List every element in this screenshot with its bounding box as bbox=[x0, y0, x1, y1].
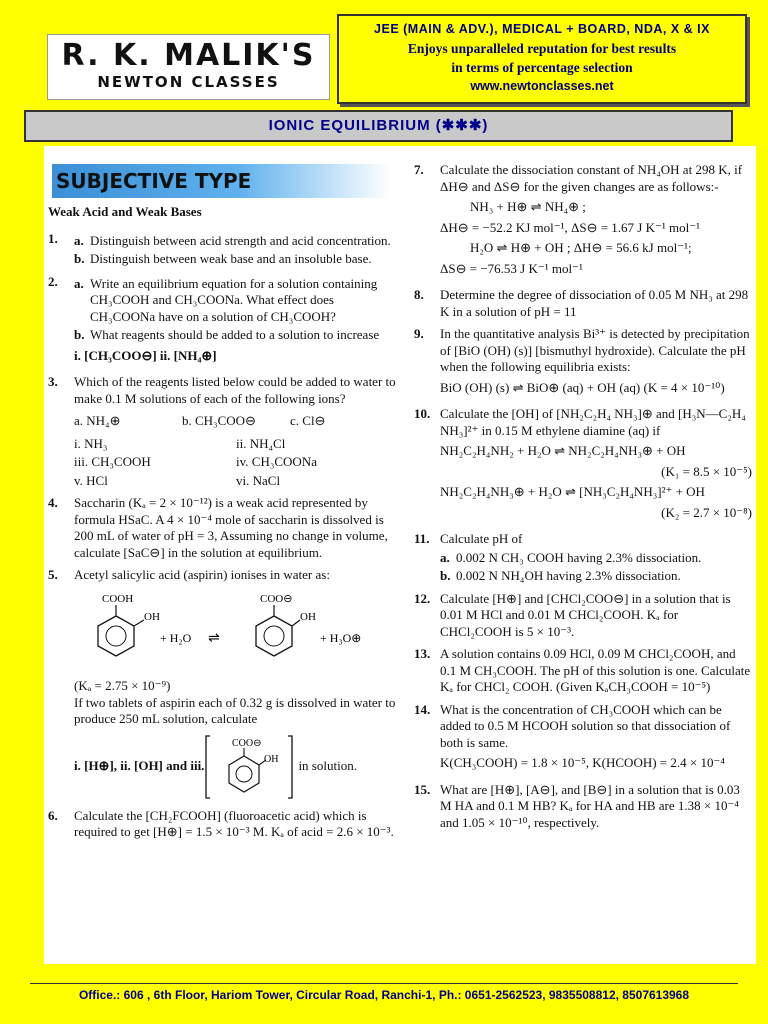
reagent-option: vi. NaCl bbox=[236, 472, 281, 488]
question-1 bbox=[48, 231, 398, 268]
question-number: 7. bbox=[414, 162, 424, 177]
info-line-1: JEE (MAIN & ADV.), MEDICAL + BOARD, NDA, X & IX bbox=[374, 22, 710, 36]
question-number: 12. bbox=[414, 590, 431, 606]
question-number: 13. bbox=[414, 646, 431, 661]
part-label: b. bbox=[440, 568, 451, 583]
question-text: What are [H⊕], [A⊖], and [B⊖] in a solution that is 0.03 M HA and 0.1 M HB? Kₐ for HA and HB are 1.38 × 10⁻⁴ and 1.05 × 10⁻¹⁰, respectively. bbox=[440, 781, 740, 830]
footer-divider bbox=[30, 983, 738, 984]
equilibrium-constant: (K₂ = 2.7 × 10⁻⁸) bbox=[661, 504, 752, 520]
part-text: Distinguish between weak base and an insoluble base. bbox=[90, 251, 372, 266]
subsection-title: Weak Acid and Weak Bases bbox=[48, 204, 202, 219]
question-15 bbox=[414, 782, 752, 832]
water-label: + H₂O bbox=[160, 630, 192, 645]
part-text: Write an equilibrium equation for a solution containing CH₃COOH and CH₃COONa. What effect does CH₃COONa have on a solution of CH₃COOH? bbox=[90, 275, 378, 324]
hydronium-label: + H₃O⊕ bbox=[320, 630, 362, 645]
question-number: 5. bbox=[48, 567, 58, 582]
question-7 bbox=[414, 162, 752, 281]
part-text: 0.002 N CH₃ COOH having 2.3% dissociation. bbox=[456, 549, 702, 565]
question-8 bbox=[414, 287, 752, 320]
question-14 bbox=[414, 702, 752, 776]
equation: K(CH₃COOH) = 1.8 × 10⁻⁵, K(HCOOH) = 2.4 × 10⁻⁴ bbox=[440, 755, 725, 770]
question-number: 14. bbox=[414, 701, 431, 717]
part-text: What reagents should be added to a solution to increase bbox=[90, 327, 380, 342]
benzene-ring-icon bbox=[98, 616, 134, 656]
reagent-options: i. [CH₃COO⊖] ii. [NH₄⊕] bbox=[74, 347, 217, 363]
ion-option: c. Cl⊖ bbox=[290, 413, 326, 428]
question-6 bbox=[48, 808, 398, 841]
reagent-option: iii. CH₃COOH bbox=[74, 454, 151, 469]
question-text: Acetyl salicylic acid (aspirin) ionises in water as: bbox=[74, 567, 330, 582]
benzene-ring-icon bbox=[229, 756, 259, 792]
topic-title: IONIC EQUILIBRIUM (✱✱✱) bbox=[24, 110, 733, 142]
question-number: 15. bbox=[414, 781, 431, 797]
question-text: Determine the degree of dissociation of 0.05 M NH₃ at 298 K in a solution of pH = 11 bbox=[440, 287, 749, 319]
logo-main-text: R. K. MALIK'S bbox=[61, 38, 316, 73]
equation: ΔS⊖ = −76.53 J K⁻¹ mol⁻¹ bbox=[440, 260, 583, 276]
question-text: Calculate the dissociation constant of NH₄OH at 298 K, if ΔH⊖ and ΔS⊖ for the given changes are as follows:- bbox=[440, 162, 743, 194]
left-column bbox=[48, 204, 398, 847]
question-text: Saccharin (Kₐ = 2 × 10⁻¹²) is a weak acid represented by formula HSaC. A 4 × 10⁻⁴ mole of saccharin is dissolved is 200 mL of water of pH = 3, Assuming no change in volume, calculate [SaC⊖] in the solution at equilibrium. bbox=[74, 495, 388, 560]
aspirin-ionisation-diagram bbox=[84, 590, 384, 670]
content-page bbox=[44, 146, 756, 964]
reagent-option: i. NH₃ bbox=[74, 435, 108, 451]
calc-end-text: in solution. bbox=[298, 758, 357, 774]
question-13 bbox=[414, 646, 752, 696]
question-text: If two tablets of aspirin each of 0.32 g is dissolved in water to produce 250 mL solution, calculate bbox=[74, 694, 396, 726]
logo bbox=[47, 34, 330, 100]
question-9 bbox=[414, 326, 752, 400]
part-text: Distinguish between acid strength and acid concentration. bbox=[90, 232, 391, 248]
part-label: a. bbox=[74, 275, 84, 291]
section-title: SUBJECTIVE TYPE bbox=[52, 164, 390, 198]
equation: NH₂C₂H₄NH₃⊕ + H₂O ⇌ [NH₃C₂H₄NH₃]²⁺ + OH bbox=[440, 484, 705, 499]
part-label: b. bbox=[74, 327, 85, 342]
part-label: a. bbox=[74, 232, 84, 248]
part-text: 0.002 N NH₄OH having 2.3% dissociation. bbox=[456, 568, 681, 583]
question-11 bbox=[414, 531, 752, 585]
ion-option: b. CH₃COO⊖ bbox=[182, 413, 256, 428]
question-2 bbox=[48, 274, 398, 369]
right-column bbox=[414, 162, 752, 837]
coo-label: COO⊖ bbox=[260, 592, 293, 605]
website-link[interactable]: www.newtonclasses.net bbox=[470, 79, 614, 93]
question-text: A solution contains 0.09 HCl, 0.09 M CHCl₂COOH, and 0.1 M CH₃COOH. The pH of this solution is one. Calculate Kₐ for CHCl₂ COOH. (Given KₐCH₃COOH = 10⁻⁵) bbox=[440, 646, 751, 694]
question-text: Calculate [H⊕] and [CHCl₂COO⊖] in a solution that is 0.01 M HCl and 0.01 M CHCl₂COOH. Kₐ for CHCl₂COOH is 5 × 10⁻³. bbox=[440, 590, 731, 639]
question-4 bbox=[48, 495, 398, 561]
question-number: 11. bbox=[414, 531, 430, 546]
question-text: Calculate pH of bbox=[440, 531, 523, 546]
cooh-label: COOH bbox=[102, 592, 134, 605]
info-line-2: Enjoys unparalleled reputation for best results bbox=[407, 41, 677, 56]
question-number: 8. bbox=[414, 287, 424, 302]
equation: BiO (OH) (s) ⇌ BiO⊕ (aq) + OH (aq) (K = 4 × 10⁻¹⁰) bbox=[440, 379, 725, 395]
oh-label: OH bbox=[300, 610, 316, 623]
equation: NH₃ + H⊕ ⇌ NH₄⊕ ; bbox=[470, 199, 586, 214]
question-number: 10. bbox=[414, 406, 431, 421]
question-number: 9. bbox=[414, 326, 424, 341]
calc-items: i. [H⊕], ii. [OH] and iii. bbox=[74, 758, 205, 774]
question-text: Calculate the [OH] of [NH₂C₂H₄ NH₃]⊕ and [H₃N—C₂H₄ NH₃]²⁺ in 0.15 M ethylene diamine (aq) if bbox=[440, 406, 746, 438]
part-label: b. bbox=[74, 251, 85, 266]
question-number: 4. bbox=[48, 495, 58, 510]
reagent-option: v. HCl bbox=[74, 472, 108, 488]
equilibrium-constant: (K₁ = 8.5 × 10⁻⁵) bbox=[661, 463, 752, 479]
question-12 bbox=[414, 591, 752, 641]
footer-address: Office.: 606 , 6th Floor, Hariom Tower, Circular Road, Ranchi-1, Ph.: 0651-2562523, 9835508812, 8507613968 bbox=[78, 988, 690, 1002]
ka-value: (Kₐ = 2.75 × 10⁻⁹) bbox=[74, 678, 171, 693]
equation: NH₂C₂H₄NH₂ + H₂O ⇌ NH₂C₂H₄NH₃⊕ + OH bbox=[440, 443, 686, 458]
equation: ΔH⊖ = −52.2 KJ mol⁻¹, ΔS⊖ = 1.67 J K⁻¹ mol⁻¹ bbox=[440, 219, 700, 235]
coo-label: COO⊖ bbox=[232, 737, 262, 749]
question-5 bbox=[48, 567, 398, 802]
equation: H₂O ⇌ H⊕ + OH ; ΔH⊖ = 56.6 kJ mol⁻¹; bbox=[470, 240, 692, 255]
question-3 bbox=[48, 374, 398, 489]
info-line-3: in terms of percentage selection bbox=[451, 60, 633, 75]
question-10 bbox=[414, 406, 752, 525]
benzene-ring-icon bbox=[256, 616, 292, 656]
oh-label: OH bbox=[144, 610, 160, 623]
conjugate-base-diagram bbox=[204, 732, 294, 802]
question-number: 1. bbox=[48, 230, 58, 246]
question-number: 3. bbox=[48, 374, 58, 389]
question-text: In the quantitative analysis Bi³⁺ is detected by precipitation of [BiO (OH) (s)] [bismuthyl hydroxide). Calculate the pH when the following equilibria exists: bbox=[440, 326, 750, 374]
logo-sub-text: NEWTON CLASSES bbox=[97, 73, 280, 91]
info-box bbox=[337, 14, 747, 104]
question-text: Calculate the [CH₂FCOOH] (fluoroacetic acid) which is required to get [H⊕] = 1.5 × 10⁻³ M. Kₐ of acid = 2.6 × 10⁻³. bbox=[74, 807, 394, 839]
reagent-option: ii. NH₄Cl bbox=[236, 435, 286, 451]
oh-label: OH bbox=[264, 753, 279, 765]
question-text: What is the concentration of CH₃COOH which can be added to 0.5 M HCOOH solution so that dissociation of both is same. bbox=[440, 701, 731, 750]
ion-option: a. NH₄⊕ bbox=[74, 413, 121, 428]
equilibrium-arrow-icon: ⇌ bbox=[208, 629, 220, 646]
reagent-option: iv. CH₃COONa bbox=[236, 454, 317, 469]
question-text: Which of the reagents listed below could be added to water to make 0.1 M solutions of each of the following ions? bbox=[74, 374, 396, 406]
part-label: a. bbox=[440, 549, 450, 565]
question-number: 6. bbox=[48, 807, 58, 823]
question-number: 2. bbox=[48, 273, 58, 289]
